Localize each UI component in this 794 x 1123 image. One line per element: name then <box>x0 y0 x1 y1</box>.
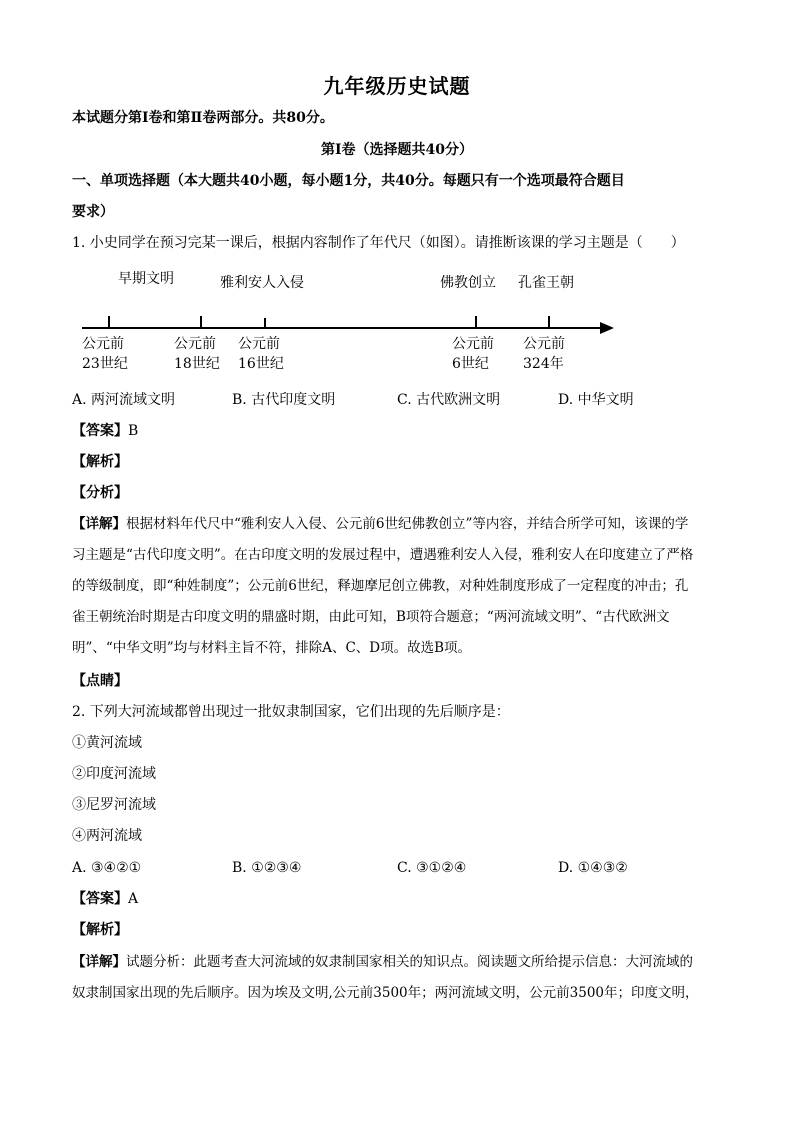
timeline-event-aryan-invasion: 雅利安人入侵 <box>220 275 304 291</box>
timeline-tick-label: 公元前 6世纪 <box>452 336 494 372</box>
exam-intro: 本试题分第Ⅰ卷和第Ⅱ卷两部分。共80分。 <box>72 110 334 126</box>
option-b[interactable]: B. 古代印度文明 <box>232 392 336 408</box>
question-2-item: ①黄河流域 <box>72 735 142 751</box>
question-2-jiexi: 【解析】 <box>72 922 128 938</box>
question-1-detail-line5: 明”、“中华文明”均与材料主旨不符，排除A、C、D项。故选B项。 <box>72 640 472 656</box>
question-1-answer: 【答案】B <box>72 423 139 439</box>
question-1-fenxi: 【分析】 <box>72 485 128 501</box>
question-2-detail-line1: 【详解】试题分析：此题考查大河流域的奴隶制国家相关的知识点。阅读题文所给提示信息：大河流域的 <box>72 954 693 970</box>
question-1-jiexi: 【解析】 <box>72 454 128 470</box>
question-1-dianjing: 【点睛】 <box>72 673 128 689</box>
question-1-detail-line3: 的等级制度，即“种姓制度”；公元前6世纪，释迦摩尼创立佛教，对种姓制度形成了一定程度的冲击；孔 <box>72 578 689 594</box>
timeline-figure <box>72 262 632 382</box>
section-heading-line2: 要求） <box>72 204 114 220</box>
timeline-tick-label: 公元前 16世纪 <box>238 336 284 372</box>
question-2-detail-line2: 奴隶制国家出现的先后顺序。因为埃及文明,公元前3500年；两河流域文明，公元前3500年；印度文明， <box>72 985 699 1001</box>
page-title: 九年级历史试题 <box>323 74 471 98</box>
option-d[interactable]: D. 中华文明 <box>558 392 634 408</box>
timeline-tick-label: 公元前 23世纪 <box>82 336 128 372</box>
option-a[interactable]: A. ③④②① <box>72 860 142 876</box>
question-1-detail-line4: 雀王朝统治时期是古印度文明的鼎盛时期，由此可知，B项符合题意；“两河流域文明”、“古代欧洲文 <box>72 609 670 625</box>
question-2-item: ②印度河流域 <box>72 766 156 782</box>
section-heading-line1: 一、单项选择题（本大题共40小题，每小题1分，共40分。每题只有一个选项最符合题目 <box>72 173 625 189</box>
question-2-item: ③尼罗河流域 <box>72 797 156 813</box>
question-2-item: ④两河流域 <box>72 828 142 844</box>
question-2-stem: 2. 下列大河流域都曾出现过一批奴隶制国家，它们出现的先后顺序是： <box>72 704 510 720</box>
question-1-stem: 1. 小史同学在预习完某一课后，根据内容制作了年代尺（如图）。请推断该课的学习主题是（ ） <box>72 235 685 251</box>
arrow-icon <box>600 322 614 334</box>
timeline-event-early-civilization: 早期文明 <box>118 271 174 287</box>
timeline-tick-label: 公元前 18世纪 <box>174 336 220 372</box>
option-b[interactable]: B. ①②③④ <box>232 860 302 876</box>
timeline-event-maurya: 孔雀王朝 <box>518 275 574 291</box>
option-c[interactable]: C. ③①②④ <box>397 860 467 876</box>
question-1-detail-line2: 习主题是“古代印度文明”。在古印度文明的发展过程中，遭遇雅利安人入侵，雅利安人在印度建立了严格 <box>72 547 694 563</box>
timeline-event-buddhism: 佛教创立 <box>440 275 496 291</box>
timeline-tick-label: 公元前 324年 <box>523 336 565 372</box>
part-heading: 第Ⅰ卷（选择题共40分） <box>320 142 474 158</box>
option-d[interactable]: D. ①④③② <box>558 860 628 876</box>
option-a[interactable]: A. 两河流域文明 <box>72 392 176 408</box>
option-c[interactable]: C. 古代欧洲文明 <box>397 392 501 408</box>
question-1-detail-line1: 【详解】根据材料年代尺中“雅利安人入侵、公元前6世纪佛教创立”等内容，并结合所学可知，该课的学 <box>72 516 689 532</box>
question-2-answer: 【答案】A <box>72 891 139 907</box>
